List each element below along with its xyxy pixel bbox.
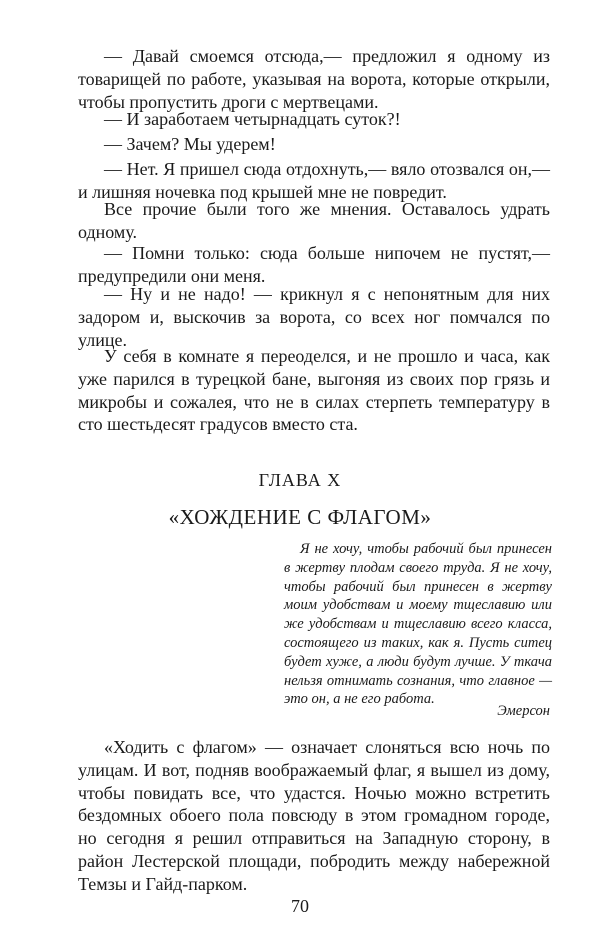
paragraph: У себя в комнате я переоделся, и не прошло и часа, как уже парился в турецкой бане, выгоняя из своих пор грязь и микробы и сожалея, что не в силах стерпеть температуру в сто шестьдесят градусов вместо ста. [78, 346, 550, 435]
chapter-number: ГЛАВА X [258, 470, 342, 490]
chapter-title: «ХОЖДЕНИЕ С ФЛАГОМ» [168, 505, 432, 529]
epigraph-author: Эмерсон [497, 703, 550, 719]
paragraph: — Помни только: сюда больше нипочем не пустят,— предупредили они меня. [78, 243, 550, 286]
page-number: 70 [291, 896, 309, 916]
paragraph: Все прочие были того же мнения. Оставалось удрать одному. [78, 199, 550, 242]
paragraph: — Давай смоемся отсюда,— предложил я одному из товарищей по работе, указывая на ворота, которые открыли, чтобы пропустить дроги с мертвецами. [78, 46, 550, 112]
paragraph: «Ходить с флагом» — означает слоняться всю ночь по улицам. И вот, подняв воображаемый флаг, я вышел из дому, чтобы повидать все, что удастся. Ночью можно встретить бездомных обоего пола повсюду в этом громадном городе, но сегодня я решил отправиться на Западную сторону, в район Лестерской площади, побродить между набережной Темзы и Гайд-парком. [78, 737, 550, 894]
paragraph: — И заработаем четырнадцать суток?! [104, 109, 401, 129]
paragraph: — Нет. Я пришел сюда отдохнуть,— вяло отозвался он,— и лишняя ночевка под крышей мне не повредит. [78, 159, 550, 202]
paragraph: — Зачем? Мы удерем! [104, 134, 276, 154]
paragraph: — Ну и не надо! — крикнул я с непонятным для них задором и, выскочив за ворота, со всех ног помчался по улице. [78, 284, 550, 350]
epigraph-text: Я не хочу, чтобы рабочий был принесен в жертву плодам своего труда. Я не хочу, чтобы рабочий был принесен в жертву моим удобствам и моему тщеславию или же удобствам и тщеславию всего класса, состоящего из таких, как я. Пусть ситец будет хуже, а люди будут лучше. У ткача нельзя отнимать сознания, что главное — это он, а не его работа. [284, 541, 552, 708]
